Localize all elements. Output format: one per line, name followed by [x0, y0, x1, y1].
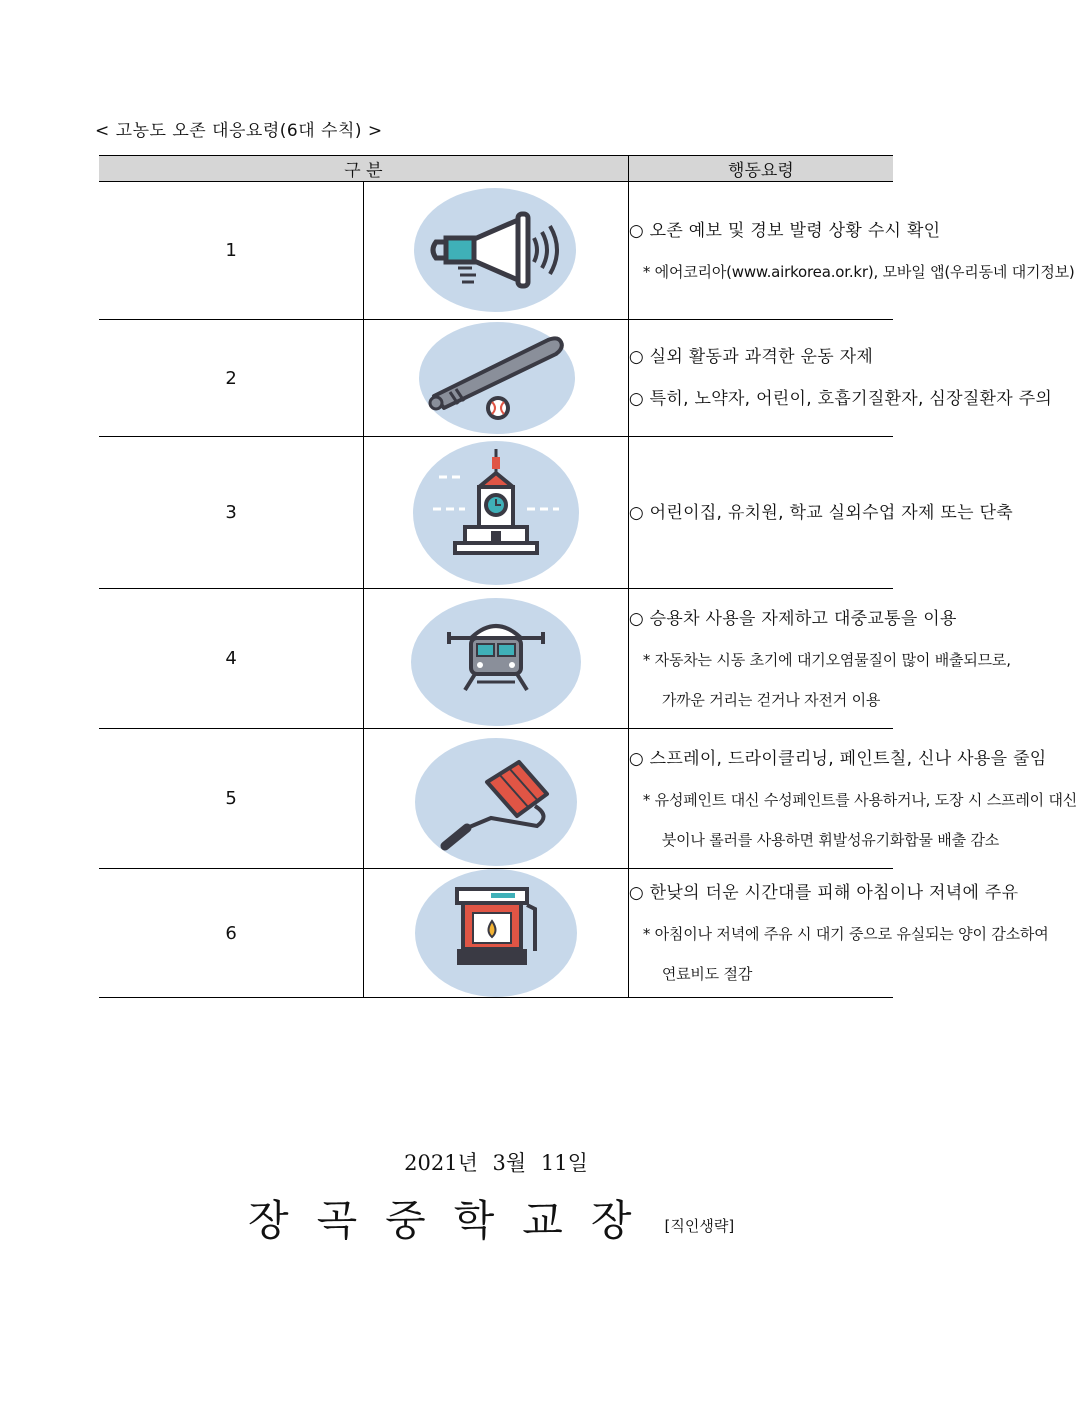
action-note: * 유성페인트 대신 수성페인트를 사용하거나, 도장 시 스프레이 대신 [642, 790, 1077, 809]
action-item: ○ 스프레이, 드라이클리닝, 페인트칠, 신나 사용을 줄임 [628, 748, 1047, 769]
train-icon [411, 592, 581, 726]
megaphone-icon [414, 188, 578, 314]
row-action-cell [628, 729, 1077, 869]
gas-pump-icon [415, 869, 577, 997]
document-date: 2021년 3월 11일 [404, 1151, 588, 1175]
baseball-bat-icon [416, 320, 576, 436]
signature-line [248, 1188, 734, 1248]
row-icon-cell [364, 869, 629, 998]
row-action-cell [628, 437, 1013, 589]
action-item: ○ 특히, 노약자, 어린이, 호흡기질환자, 심장질환자 주의 [628, 389, 1053, 409]
ozone-rules-table [99, 155, 1077, 998]
action-item: ○ 어린이집, 유치원, 학교 실외수업 자제 또는 단축 [628, 502, 1013, 523]
signer-name: 장곡중학교장 [248, 1196, 660, 1245]
row-number: 6 [99, 869, 364, 998]
school-building-icon [413, 439, 579, 587]
table-row [99, 182, 893, 320]
action-note: * 아침이나 저녁에 주유 시 대기 중으로 유실되는 양이 감소하여 [642, 925, 1049, 943]
table-row [99, 729, 893, 869]
header-action: 행동요령 [628, 156, 893, 182]
row-number: 5 [99, 729, 364, 869]
row-icon-cell [364, 729, 629, 869]
action-note: 붓이나 롤러를 사용하면 휘발성유기화합물 배출 감소 [661, 830, 1000, 849]
action-item: ○ 오존 예보 및 경보 발령 상황 수시 확인 [628, 220, 941, 241]
row-icon-cell [364, 437, 629, 589]
row-action-cell [628, 320, 1053, 437]
row-number: 1 [99, 182, 364, 320]
action-note: 연료비도 절감 [661, 965, 753, 983]
table-row [99, 589, 893, 729]
row-action-cell [628, 589, 1011, 729]
row-icon-cell [364, 589, 629, 729]
action-item: ○ 한낮의 더운 시간대를 피해 아침이나 저녁에 주유 [628, 883, 1019, 903]
row-number: 2 [99, 320, 364, 437]
paint-roller-icon [415, 732, 577, 866]
row-number: 4 [99, 589, 364, 729]
table-header-row [99, 156, 893, 182]
row-icon-cell [364, 182, 629, 320]
row-icon-cell [364, 320, 629, 437]
row-number: 3 [99, 437, 364, 589]
table-row [99, 437, 893, 589]
document-heading: < 고농도 오존 대응요령(6대 수칙) > [95, 121, 383, 141]
action-note: 가까운 거리는 걷거나 자전거 이용 [661, 690, 881, 709]
seal-omitted-note: [직인생략] [664, 1217, 735, 1235]
action-note: * 에어코리아(www.airkorea.or.kr), 모바일 앱(우리동네 대기정보) [642, 262, 1075, 281]
header-category: 구 분 [99, 156, 628, 182]
table-row [99, 869, 893, 998]
row-action-cell [628, 869, 1049, 998]
action-item: ○ 실외 활동과 과격한 운동 자제 [628, 347, 874, 367]
table-row [99, 320, 893, 437]
action-note: * 자동차는 시동 초기에 대기오염물질이 많이 배출되므로, [642, 650, 1011, 669]
row-action-cell [628, 182, 1075, 320]
action-item: ○ 승용차 사용을 자제하고 대중교통을 이용 [628, 608, 957, 629]
